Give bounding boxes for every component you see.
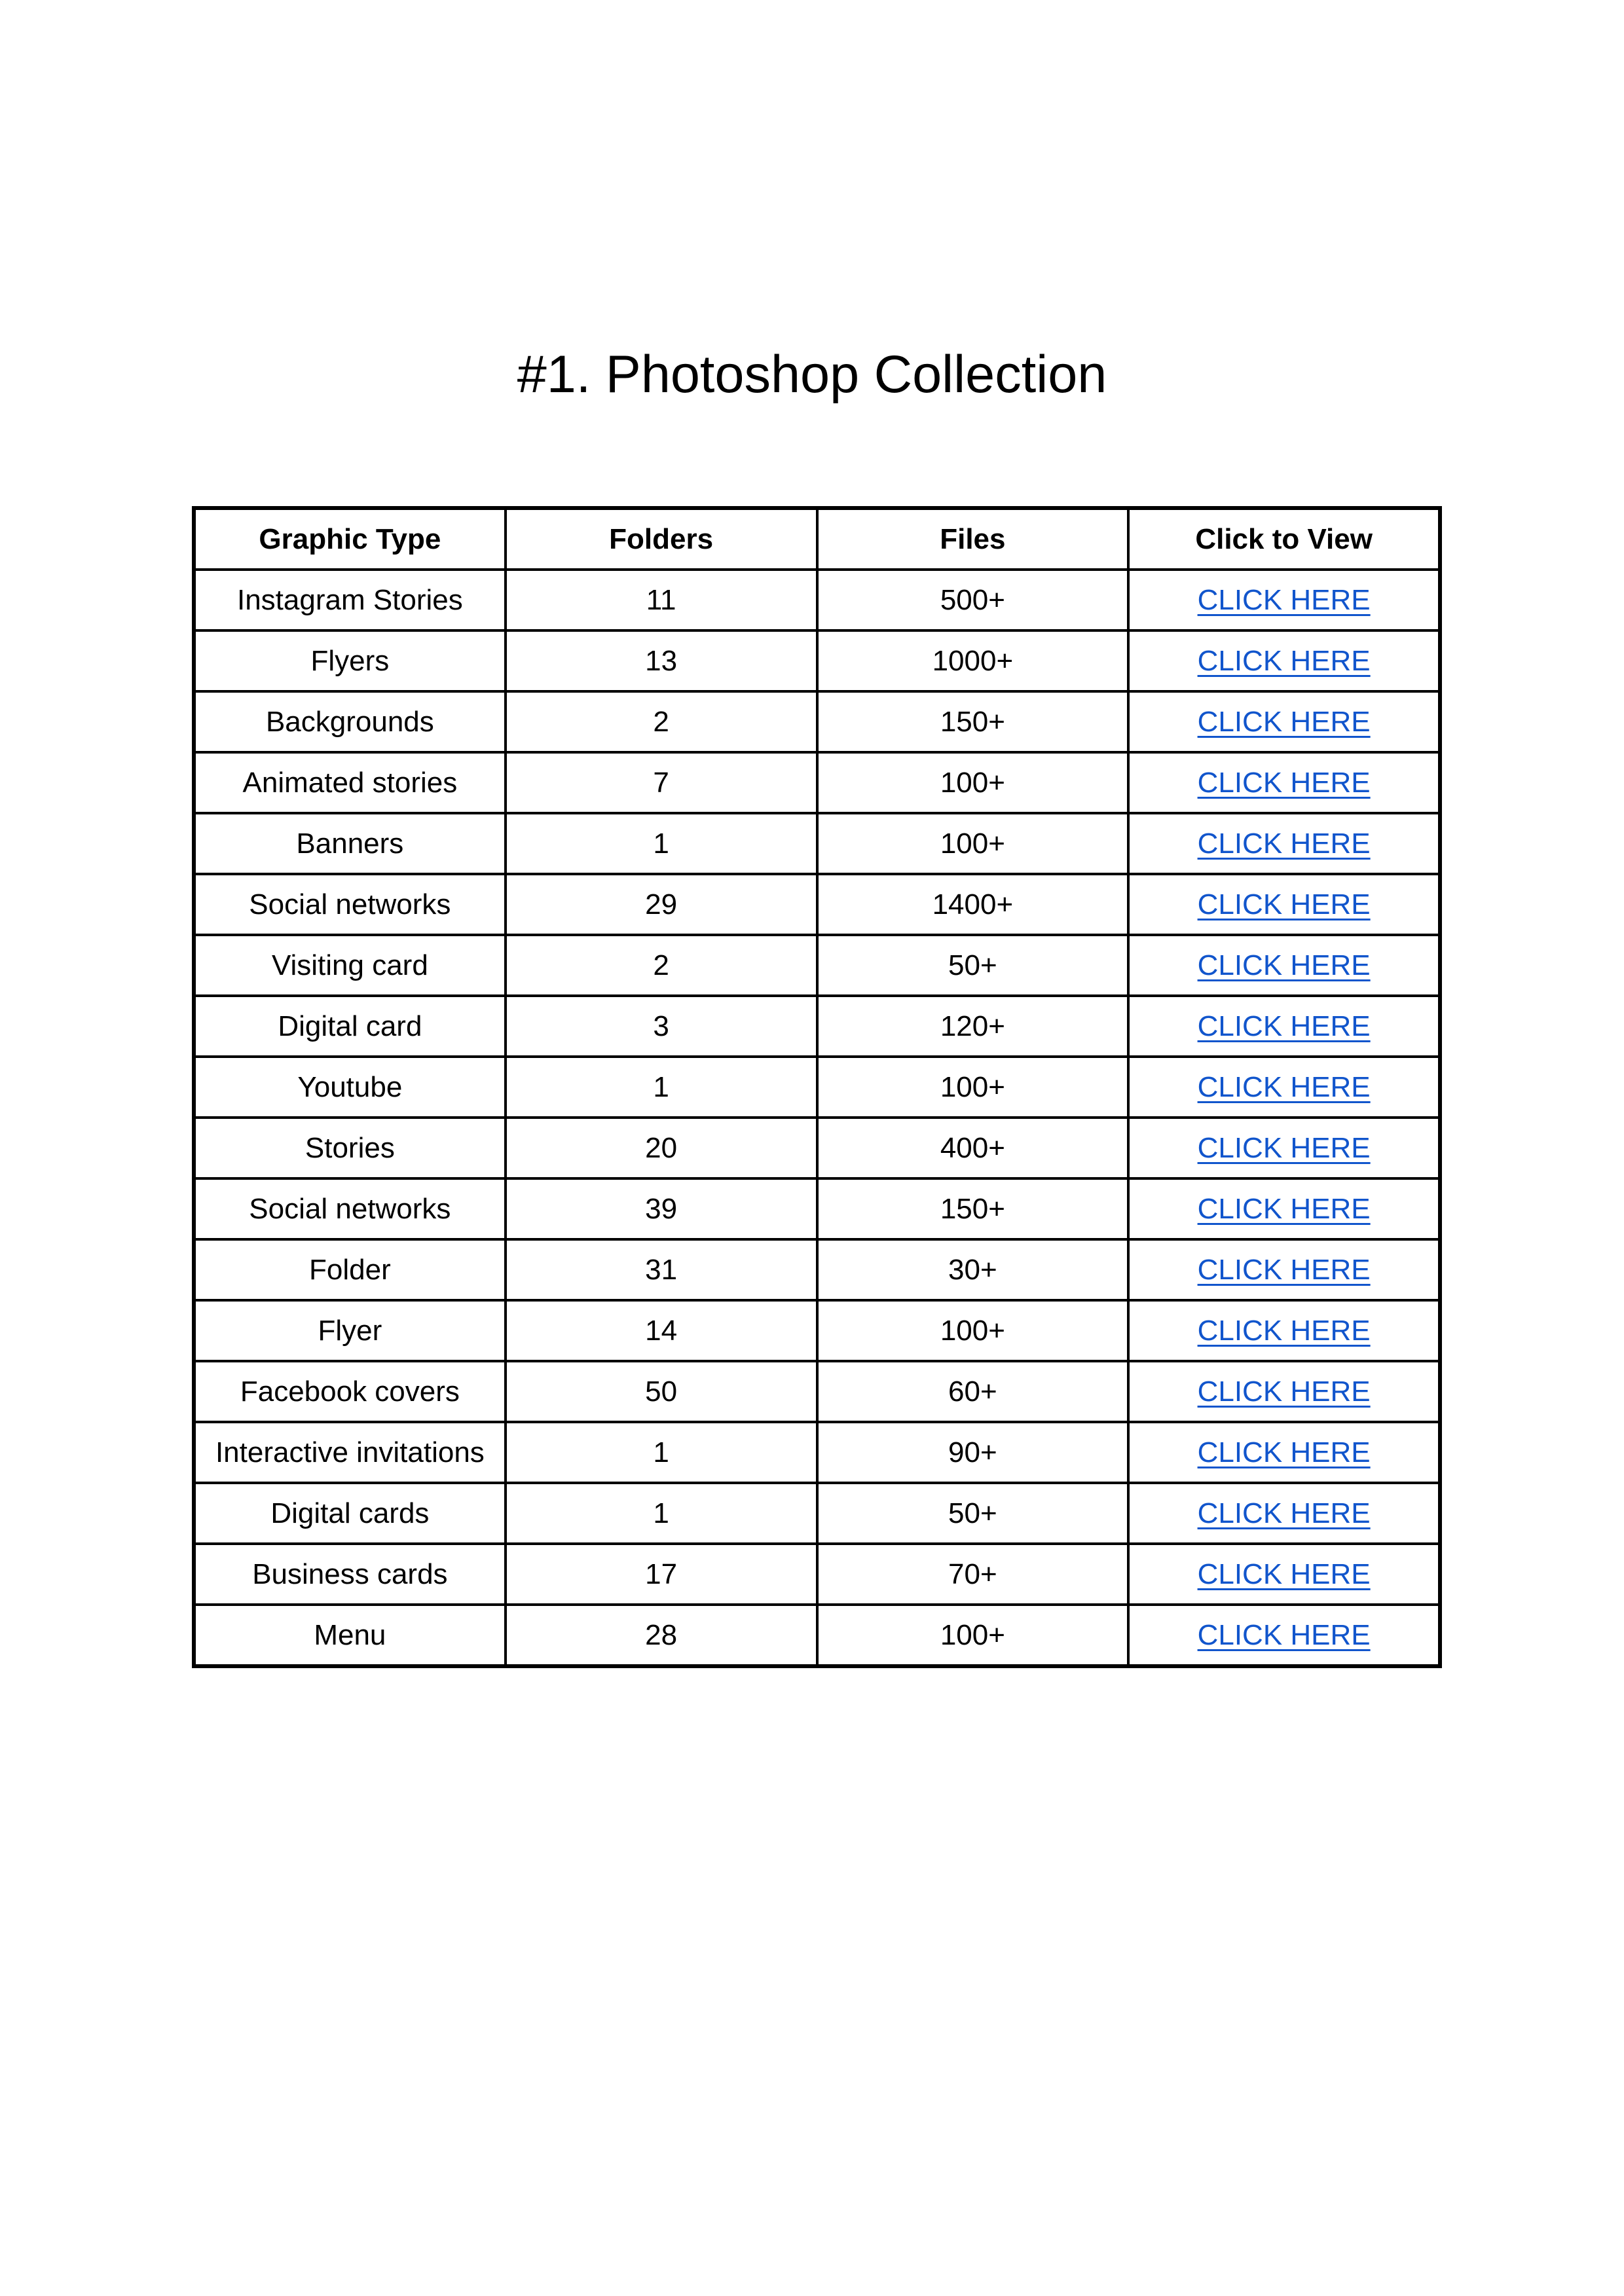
cell-click-to-view (1128, 1605, 1440, 1666)
header-graphic-type: Graphic Type (194, 508, 506, 570)
click-here-link[interactable]: CLICK HERE (1197, 583, 1371, 616)
cell-files: 30+ (817, 1239, 1129, 1300)
cell-files: 50+ (817, 1483, 1129, 1544)
cell-click-to-view (1128, 1361, 1440, 1422)
table-row (194, 752, 1440, 813)
click-here-link[interactable]: CLICK HERE (1197, 1192, 1371, 1225)
table-header-row (194, 508, 1440, 570)
table-row (194, 570, 1440, 630)
cell-click-to-view (1128, 1483, 1440, 1544)
cell-files: 120+ (817, 996, 1129, 1057)
cell-files: 100+ (817, 1057, 1129, 1118)
cell-click-to-view (1128, 1118, 1440, 1178)
cell-folders: 11 (506, 570, 817, 630)
cell-files: 90+ (817, 1422, 1129, 1483)
table-row (194, 1118, 1440, 1178)
cell-files: 1400+ (817, 874, 1129, 935)
click-here-link[interactable]: CLICK HERE (1197, 1618, 1371, 1651)
cell-files: 400+ (817, 1118, 1129, 1178)
cell-folders: 50 (506, 1361, 817, 1422)
cell-graphic-type: Instagram Stories (194, 570, 506, 630)
cell-folders: 1 (506, 1483, 817, 1544)
cell-folders: 3 (506, 996, 817, 1057)
cell-graphic-type: Stories (194, 1118, 506, 1178)
click-here-link[interactable]: CLICK HERE (1197, 949, 1371, 981)
cell-graphic-type: Visiting card (194, 935, 506, 996)
cell-graphic-type: Facebook covers (194, 1361, 506, 1422)
cell-files: 100+ (817, 1300, 1129, 1361)
table-row (194, 1422, 1440, 1483)
page-title: #1. Photoshop Collection (517, 345, 1107, 404)
cell-folders: 7 (506, 752, 817, 813)
cell-click-to-view (1128, 570, 1440, 630)
click-here-link[interactable]: CLICK HERE (1197, 1558, 1371, 1590)
cell-graphic-type: Social networks (194, 1178, 506, 1239)
table-row (194, 935, 1440, 996)
cell-click-to-view (1128, 874, 1440, 935)
cell-files: 70+ (817, 1544, 1129, 1605)
click-here-link[interactable]: CLICK HERE (1197, 1010, 1371, 1042)
cell-click-to-view (1128, 1422, 1440, 1483)
table-row (194, 1544, 1440, 1605)
table-row (194, 1057, 1440, 1118)
header-files: Files (817, 508, 1129, 570)
cell-files: 100+ (817, 752, 1129, 813)
table-row (194, 691, 1440, 752)
cell-graphic-type: Flyer (194, 1300, 506, 1361)
cell-click-to-view (1128, 1239, 1440, 1300)
click-here-link[interactable]: CLICK HERE (1197, 1314, 1371, 1347)
cell-graphic-type: Digital card (194, 996, 506, 1057)
cell-folders: 1 (506, 1057, 817, 1118)
cell-files: 60+ (817, 1361, 1129, 1422)
cell-click-to-view (1128, 1057, 1440, 1118)
cell-files: 100+ (817, 1605, 1129, 1666)
table-row (194, 1483, 1440, 1544)
cell-folders: 13 (506, 630, 817, 691)
collection-table (192, 506, 1442, 1668)
table-row (194, 874, 1440, 935)
cell-folders: 1 (506, 1422, 817, 1483)
cell-graphic-type: Backgrounds (194, 691, 506, 752)
cell-graphic-type: Interactive invitations (194, 1422, 506, 1483)
cell-folders: 20 (506, 1118, 817, 1178)
click-here-link[interactable]: CLICK HERE (1197, 1375, 1371, 1408)
cell-graphic-type: Digital cards (194, 1483, 506, 1544)
cell-click-to-view (1128, 752, 1440, 813)
cell-files: 50+ (817, 935, 1129, 996)
cell-folders: 39 (506, 1178, 817, 1239)
cell-graphic-type: Folder (194, 1239, 506, 1300)
click-here-link[interactable]: CLICK HERE (1197, 1131, 1371, 1164)
cell-folders: 28 (506, 1605, 817, 1666)
table-row (194, 1361, 1440, 1422)
cell-graphic-type: Business cards (194, 1544, 506, 1605)
cell-click-to-view (1128, 630, 1440, 691)
table-row (194, 630, 1440, 691)
click-here-link[interactable]: CLICK HERE (1197, 1497, 1371, 1529)
header-folders: Folders (506, 508, 817, 570)
cell-graphic-type: Banners (194, 813, 506, 874)
cell-folders: 2 (506, 935, 817, 996)
cell-graphic-type: Menu (194, 1605, 506, 1666)
cell-click-to-view (1128, 935, 1440, 996)
cell-files: 500+ (817, 570, 1129, 630)
cell-click-to-view (1128, 1178, 1440, 1239)
cell-click-to-view (1128, 996, 1440, 1057)
cell-graphic-type: Flyers (194, 630, 506, 691)
cell-files: 1000+ (817, 630, 1129, 691)
table-row (194, 1605, 1440, 1666)
table-row (194, 1300, 1440, 1361)
click-here-link[interactable]: CLICK HERE (1197, 827, 1371, 860)
cell-folders: 17 (506, 1544, 817, 1605)
table-body (194, 570, 1440, 1666)
table-row (194, 1178, 1440, 1239)
cell-folders: 1 (506, 813, 817, 874)
cell-folders: 14 (506, 1300, 817, 1361)
click-here-link[interactable]: CLICK HERE (1197, 766, 1371, 799)
table-row (194, 996, 1440, 1057)
cell-files: 150+ (817, 691, 1129, 752)
click-here-link[interactable]: CLICK HERE (1197, 1253, 1371, 1286)
table-row (194, 1239, 1440, 1300)
cell-graphic-type: Youtube (194, 1057, 506, 1118)
click-here-link[interactable]: CLICK HERE (1197, 1436, 1371, 1468)
table-row (194, 813, 1440, 874)
click-here-link[interactable]: CLICK HERE (1197, 644, 1371, 677)
click-here-link[interactable]: CLICK HERE (1197, 705, 1371, 738)
click-here-link[interactable]: CLICK HERE (1197, 1070, 1371, 1103)
cell-click-to-view (1128, 1300, 1440, 1361)
header-click-to-view: Click to View (1128, 508, 1440, 570)
cell-folders: 2 (506, 691, 817, 752)
cell-graphic-type: Social networks (194, 874, 506, 935)
cell-files: 150+ (817, 1178, 1129, 1239)
cell-click-to-view (1128, 813, 1440, 874)
cell-folders: 29 (506, 874, 817, 935)
cell-click-to-view (1128, 1544, 1440, 1605)
cell-folders: 31 (506, 1239, 817, 1300)
cell-click-to-view (1128, 691, 1440, 752)
click-here-link[interactable]: CLICK HERE (1197, 888, 1371, 920)
cell-files: 100+ (817, 813, 1129, 874)
cell-graphic-type: Animated stories (194, 752, 506, 813)
